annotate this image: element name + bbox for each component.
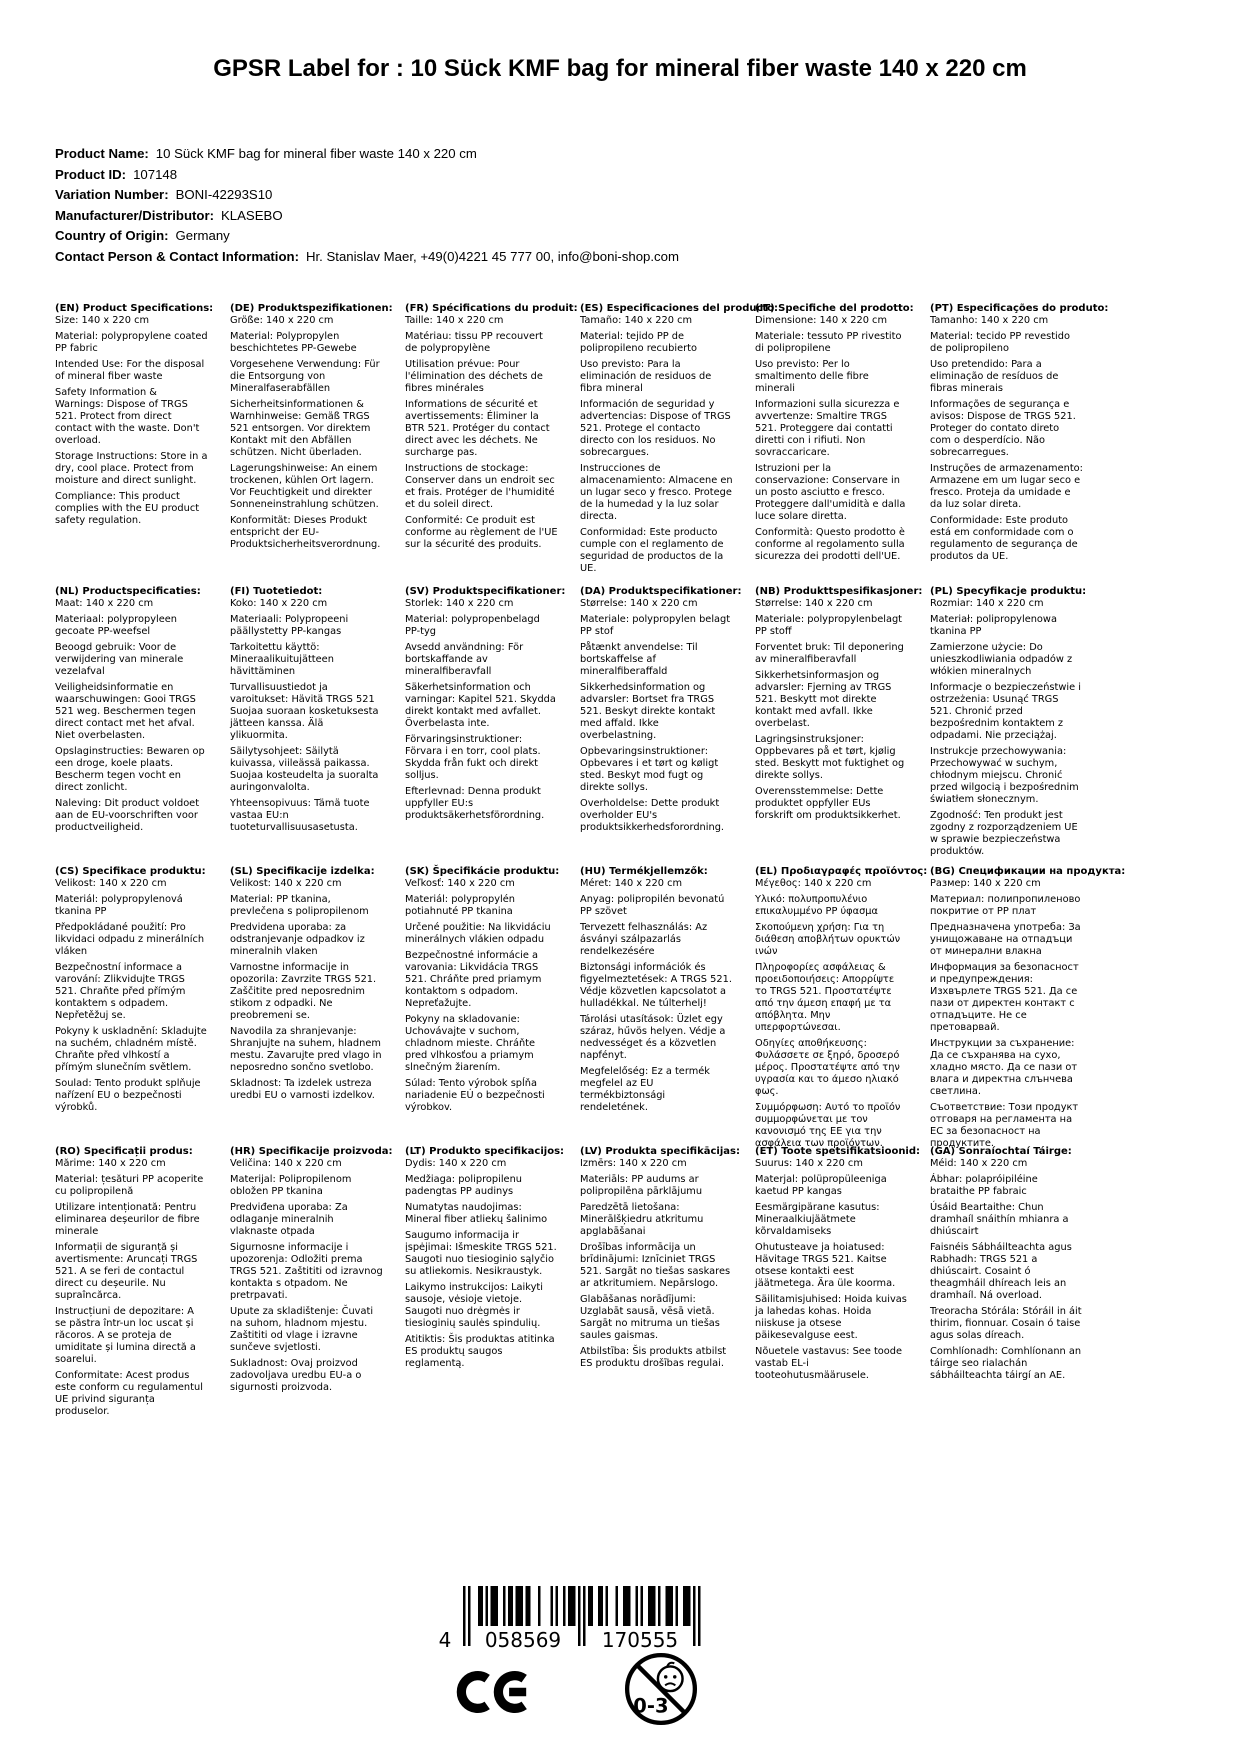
spec-paragraph: Tervezett felhasználás: Az ásványi szálpazarlás rendelkezésére bbox=[580, 922, 708, 957]
spec-paragraph: Tamaño: 140 x 220 cm bbox=[580, 315, 692, 326]
spec-paragraph: Veličina: 140 x 220 cm bbox=[230, 1158, 342, 1169]
spec-block-cs bbox=[55, 866, 230, 1146]
spec-paragraph: Conformitate: Acest produs este conform cu regulamentul UE privind siguranța produselor. bbox=[55, 1370, 203, 1417]
product-id-value: 107148 bbox=[133, 166, 178, 182]
spec-block-da bbox=[580, 586, 755, 866]
spec-paragraph: Úsáid Beartaithe: Chun dramhaíl snáithín mhianra a dhiúscairt bbox=[930, 1202, 1069, 1237]
spec-paragraph: Pokyny na skladovanie: Uchovávajte v suchom, chladnom mieste. Chráňte pred vlhkosťou a priamym slnečným žiarením. bbox=[405, 1014, 536, 1073]
spec-paragraph: Μέγεθος: 140 x 220 cm bbox=[755, 878, 872, 889]
spec-paragraph: Avsedd användning: För bortskaffande av mineralfiberavfall bbox=[405, 642, 524, 677]
spec-paragraph: Méret: 140 x 220 cm bbox=[580, 878, 683, 889]
spec-paragraph: Forventet bruk: Til deponering av mineralfiberavfall bbox=[755, 642, 904, 665]
spec-paragraph: Material: tecido PP revestido de polipropileno bbox=[930, 331, 1070, 354]
spec-paragraph: Skladnost: Ta izdelek ustreza uredbi EU o varnosti izdelkov. bbox=[230, 1078, 375, 1101]
spec-paragraph: Zamierzone użycie: Do unieszkodliwiania odpadów z włókien mineralnych bbox=[930, 642, 1073, 677]
product-name-label: Product Name: bbox=[55, 146, 149, 161]
spec-heading: (RO) Specificații produs: bbox=[55, 1146, 193, 1157]
spec-paragraph: Rozmiar: 140 x 220 cm bbox=[930, 598, 1044, 609]
spec-paragraph: Vorgesehene Verwendung: Für die Entsorgung von Mineralfaserabfällen bbox=[230, 359, 380, 394]
spec-paragraph: Materiale: tessuto PP rivestito di polipropilene bbox=[755, 331, 902, 354]
spec-paragraph: Material: tejido PP de polipropileno recubierto bbox=[580, 331, 697, 354]
spec-paragraph: Předpokládané použití: Pro likvidaci odpadu z minerálních vláken bbox=[55, 922, 205, 957]
spec-heading: (FI) Tuotetiedot: bbox=[230, 586, 323, 597]
spec-paragraph: Størrelse: 140 x 220 cm bbox=[580, 598, 698, 609]
spec-heading: (SV) Produktspecifikationer: bbox=[405, 586, 566, 597]
spec-paragraph: Bezpečnostné informácie a varovania: Likvidácia TRGS 521. Chráňte pred priamym kontaktom s odpadom. Nepreťažujte. bbox=[405, 950, 542, 1009]
spec-paragraph: Maat: 140 x 220 cm bbox=[55, 598, 154, 609]
spec-block-pl bbox=[930, 586, 1105, 866]
spec-paragraph: Beoogd gebruik: Voor de verwijdering van minerale vezelafval bbox=[55, 642, 184, 677]
contact-value: Hr. Stanislav Maer, +49(0)4221 45 777 00, info@boni-shop.com bbox=[305, 248, 679, 264]
spec-block-lv bbox=[580, 1146, 755, 1418]
spec-paragraph: Opbevaringsinstruktioner: Opbevares i et tørt og køligt sted. Beskyt mod fugt og direkte sollys. bbox=[580, 746, 719, 793]
spec-block-de bbox=[230, 303, 405, 586]
spec-heading: (IT) Specifiche del prodotto: bbox=[755, 303, 914, 314]
spec-paragraph: Sicherheitsinformationen & Warnhinweise: Gemäß TRGS 521 entsorgen. Vor direktem Kontakt mit den Abfällen schützen. Nicht überladen. bbox=[230, 399, 371, 458]
spec-paragraph: Συμμόρφωση: Αυτό το προϊόν συμμορφώνεται με τον κανονισμό της ΕΕ για την ασφάλεια των προϊόντων. bbox=[755, 1102, 901, 1149]
spec-block-hu bbox=[580, 866, 755, 1146]
spec-paragraph: Materiale: polypropylen belagt PP stof bbox=[580, 614, 731, 637]
spec-paragraph: Navodila za shranjevanje: Shranjujte na suhem, hladnem mestu. Zavarujte pred vlago in neposredno sončno svetlobo. bbox=[230, 1026, 382, 1073]
spec-paragraph: Sikkerhedsinformation og advarsler: Bortset fra TRGS 521. Beskyt direkte kontakt med affald. Ikke overbelastning. bbox=[580, 682, 716, 741]
product-info-row bbox=[55, 185, 1155, 206]
spec-paragraph: Paredzētā lietošana: Minerālšķiedru atkritumu apglabāšanai bbox=[580, 1202, 704, 1237]
spec-paragraph: Größe: 140 x 220 cm bbox=[230, 315, 334, 326]
spec-paragraph: Materiál: polypropylén potiahnuté PP tkanina bbox=[405, 894, 515, 917]
spec-heading: (EL) Προδιαγραφές προϊόντος: bbox=[755, 866, 928, 877]
spec-paragraph: Materiaali: Polypropeeni päällystetty PP-kangas bbox=[230, 614, 349, 637]
spec-paragraph: Atbilstība: Šis produkts atbilst ES produktu drošības regulai. bbox=[580, 1346, 727, 1369]
barcode-digits-right: 170555 bbox=[601, 1628, 679, 1652]
variation-number-label: Variation Number: bbox=[55, 187, 169, 203]
spec-heading: (DE) Produktspezifikationen: bbox=[230, 303, 393, 314]
spec-paragraph: Información de seguridad y advertencias: Dispose of TRGS 521. Protege el contacto directo con los residuos. No sobrecargues. bbox=[580, 399, 731, 458]
spec-block-hr bbox=[230, 1146, 405, 1418]
spec-heading: (CS) Specifikace produktu: bbox=[55, 866, 206, 877]
spec-paragraph: Storage Instructions: Store in a dry, cool place. Protect from moisture and direct sunlight. bbox=[55, 451, 208, 486]
spec-block-nb bbox=[755, 586, 930, 866]
spec-paragraph: Mărime: 140 x 220 cm bbox=[55, 1158, 166, 1169]
spec-heading: (LV) Produkta specifikācijas: bbox=[580, 1146, 740, 1157]
spec-heading: (HU) Termékjellemzők: bbox=[580, 866, 708, 877]
spec-paragraph: Soulad: Tento produkt splňuje nařízení EU o bezpečnosti výrobků. bbox=[55, 1078, 201, 1113]
spec-paragraph: Uso previsto: Per lo smaltimento delle fibre minerali bbox=[755, 359, 869, 394]
spec-paragraph: Sigurnosne informacije i upozorenja: Odložiti prema TRGS 521. Zaštititi od izravnog kontakta s otpadom. Ne pretrpavati. bbox=[230, 1242, 383, 1301]
spec-block-sv bbox=[405, 586, 580, 866]
spec-paragraph: Instrucțiuni de depozitare: A se păstra într-un loc uscat și răcoros. A se proteja de umiditate și lumina directă a soarelui. bbox=[55, 1306, 196, 1365]
spec-paragraph: Biztonsági információk és figyelmeztetések: A TRGS 521. Védje közvetlen kapcsolatot a hulladékkal. Ne túlterhelj! bbox=[580, 962, 732, 1009]
spec-paragraph: Tamanho: 140 x 220 cm bbox=[930, 315, 1049, 326]
spec-paragraph: Instrucciones de almacenamiento: Almacene en un lugar seco y fresco. Protege de la humedad y la luz solar directa. bbox=[580, 463, 733, 522]
spec-block-el bbox=[755, 866, 930, 1149]
spec-heading: (GA) Sonraíochtaí Táirge: bbox=[930, 1146, 1072, 1157]
spec-paragraph: Uso previsto: Para la eliminación de residuos de fibra mineral bbox=[580, 359, 712, 394]
spec-block-bg bbox=[930, 866, 1126, 1149]
contact-label: Contact Person & Contact Information: bbox=[55, 248, 299, 264]
country-of-origin-value: Germany bbox=[175, 228, 230, 244]
spec-heading: (ET) Toote spetsifikatsioonid: bbox=[755, 1146, 921, 1157]
spec-paragraph: Pokyny k uskladnění: Skladujte na suchém, chladném místě. Chraňte před vlhkostí a přímým slunečním světlem. bbox=[55, 1026, 207, 1073]
spec-paragraph: Sikkerhetsinformasjon og advarsler: Fjerning av TRGS 521. Beskytt mot direkte kontakt med avfall. Ikke overbelast. bbox=[755, 670, 892, 729]
spec-paragraph: Material: Polypropylen beschichtetes PP-Gewebe bbox=[230, 331, 357, 354]
spec-paragraph: Comhlíonadh: Comhlíonann an táirge seo rialachán sábháilteachta táirgí an AE. bbox=[930, 1346, 1082, 1381]
spec-heading: (DA) Produktspecifikationer: bbox=[580, 586, 742, 597]
spec-paragraph: Utilisation prévue: Pour l'élimination des déchets de fibres minérales bbox=[405, 359, 543, 394]
spec-paragraph: Informații de siguranță și avertismente: Aruncați TRGS 521. A se feri de contactul direct cu deșeurile. Nu supraîncărca. bbox=[55, 1242, 198, 1301]
spec-paragraph: Instructions de stockage: Conserver dans un endroit sec et frais. Protéger de l'humidité et du soleil direct. bbox=[405, 463, 555, 510]
spec-paragraph: Megfelelőség: Ez a termék megfelel az EU termékbiztonsági rendeletének. bbox=[580, 1066, 710, 1113]
spec-paragraph: Material: țesături PP acoperite cu polipropilenă bbox=[55, 1174, 204, 1197]
spec-paragraph: Upute za skladištenje: Čuvati na suhom, hladnom mjestu. Zaštititi od vlage i izravne sunčeve svjetlosti. bbox=[230, 1306, 374, 1353]
spec-paragraph: Turvallisuustiedot ja varoitukset: Hävitä TRGS 521 Suojaa suoraan kosketuksesta jätteen kanssa. Älä ylikuormita. bbox=[230, 682, 379, 741]
spec-paragraph: Predvidena uporaba: za odstranjevanje odpadkov iz mineralnih vlaken bbox=[230, 922, 365, 957]
spec-heading: (SK) Špecifikácie produktu: bbox=[405, 866, 560, 877]
spec-paragraph: Säilitamisjuhised: Hoida kuivas ja lahedas kohas. Hoida niiskuse ja otsese päikesevalguse eest. bbox=[755, 1294, 907, 1341]
spec-paragraph: Материал: полипропиленово покритие от PP плат bbox=[930, 894, 1081, 917]
spec-paragraph: Dydis: 140 x 220 cm bbox=[405, 1158, 507, 1169]
spec-paragraph: Instrukcje przechowywania: Przechowywać w suchym, chłodnym miejscu. Chronić przed wilgocią i bezpośrednim światłem słonecznym. bbox=[930, 746, 1079, 805]
spec-heading: (PL) Specyfikacje produktu: bbox=[930, 586, 1087, 597]
manufacturer-label: Manufacturer/Distributor: bbox=[55, 207, 214, 223]
spec-paragraph: Naleving: Dit product voldoet aan de EU-voorschriften voor productveiligheid. bbox=[55, 798, 200, 833]
spec-block-ga bbox=[930, 1146, 1105, 1418]
age-warning-label: 0-3 bbox=[633, 1694, 669, 1718]
product-info-row bbox=[55, 206, 1155, 227]
variation-number-value: BONI-42293S10 bbox=[175, 187, 273, 203]
product-id-label: Product ID: bbox=[55, 166, 127, 182]
product-info-row bbox=[55, 165, 1155, 186]
spec-paragraph: Konformität: Dieses Produkt entspricht der EU-Produktsicherheitsverordnung. bbox=[230, 515, 381, 550]
product-info-row bbox=[55, 247, 1155, 268]
spec-paragraph: Информация за безопасност и предупреждения: Изхвърлете TRGS 521. Да се пази от директен контакт с отпадъците. Не се претоварвай. bbox=[930, 962, 1079, 1033]
spec-heading: (EN) Product Specifications: bbox=[55, 303, 214, 314]
spec-block-pt bbox=[930, 303, 1109, 586]
spec-paragraph: Conformidad: Este producto cumple con el reglamento de seguridad de productos de la UE. bbox=[580, 527, 724, 574]
spec-paragraph: Eesmärgipärane kasutus: Mineraalkiujäätmete kõrvaldamiseks bbox=[755, 1202, 880, 1237]
spec-paragraph: Materijal: Polipropilenom obložen PP tkanina bbox=[230, 1174, 352, 1197]
barcode-digits-left: 058569 bbox=[484, 1628, 562, 1652]
spec-block-fi bbox=[230, 586, 405, 866]
spec-grid bbox=[55, 303, 1126, 1418]
spec-paragraph: Material: polypropenbelagd PP-tyg bbox=[405, 614, 540, 637]
spec-heading: (FR) Spécifications du produit: bbox=[405, 303, 578, 314]
spec-paragraph: Yhteensopivuus: Tämä tuote vastaa EU:n tuoteturvallisuusasetusta. bbox=[230, 798, 370, 833]
spec-block-sl bbox=[230, 866, 405, 1146]
spec-block-it bbox=[755, 303, 930, 586]
spec-paragraph: Izmērs: 140 x 220 cm bbox=[580, 1158, 687, 1169]
spec-paragraph: Koko: 140 x 220 cm bbox=[230, 598, 328, 609]
spec-paragraph: Съответствие: Този продукт отговаря на регламента на ЕС за безопасност на продуктите. bbox=[930, 1102, 1079, 1149]
spec-paragraph: Предназначена употреба: За унищожаване на отпадъци от минерални влакна bbox=[930, 922, 1081, 957]
spec-block-ro bbox=[55, 1146, 230, 1418]
spec-paragraph: Påtænkt anvendelse: Til bortskaffelse af mineralfiberaffald bbox=[580, 642, 698, 677]
spec-paragraph: Numatytas naudojimas: Mineral fiber atliekų šalinimo bbox=[405, 1202, 548, 1225]
spec-paragraph: Velikost: 140 x 220 cm bbox=[230, 878, 342, 889]
spec-heading: (NB) Produkttspesifikasjoner: bbox=[755, 586, 923, 597]
spec-paragraph: Určené použitie: Na likvidáciu minerálnych vlákien odpadu bbox=[405, 922, 551, 945]
product-info-row bbox=[55, 144, 1155, 165]
spec-heading: (LT) Produkto specifikacijos: bbox=[405, 1146, 565, 1157]
spec-paragraph: Materiaal: polypropyleen gecoate PP-weefsel bbox=[55, 614, 177, 637]
spec-heading: (PT) Especificações do produto: bbox=[930, 303, 1109, 314]
spec-block-sk bbox=[405, 866, 580, 1146]
spec-paragraph: Informations de sécurité et avertissements: Éliminer la BTR 521. Protéger du contact direct avec les déchets. Ne surcharge pas. bbox=[405, 399, 550, 458]
spec-paragraph: Nõuetele vastavus: See toode vastab EL-i tooteohutusmäärusele. bbox=[755, 1346, 903, 1381]
spec-paragraph: Material: PP tkanina, prevlečena s polipropilenom bbox=[230, 894, 369, 917]
spec-paragraph: Treoracha Stórála: Stóráil in áit thirim, fionnuar. Cosain ó taise agus solas díreach. bbox=[930, 1306, 1082, 1341]
manufacturer-value: KLASEBO bbox=[221, 207, 283, 223]
product-info-section bbox=[55, 144, 1155, 268]
spec-paragraph: Dimensione: 140 x 220 cm bbox=[755, 315, 887, 326]
spec-paragraph: Informações de segurança e avisos: Dispose de TRGS 521. Proteger do contato direto com o desperdício. Não sobrecarregues. bbox=[930, 399, 1076, 458]
spec-heading: (SL) Specifikacije izdelka: bbox=[230, 866, 375, 877]
spec-paragraph: Materjal: polüpropüleeniga kaetud PP kangas bbox=[755, 1174, 887, 1197]
spec-paragraph: Tárolási utasítások: Üzlet egy száraz, hűvös helyen. Védje a nedvességet és a közvetlen napfényt. bbox=[580, 1014, 726, 1061]
spec-paragraph: Glabāšanas norādījumi: Uzglabāt sausā, vēsā vietā. Sargāt no mitruma un tiešas saules gaismas. bbox=[580, 1294, 720, 1341]
spec-paragraph: Laikymo instrukcijos: Laikyti sausoje, vėsioje vietoje. Saugoti nuo drėgmės ir tiesioginių saulės spindulių. bbox=[405, 1282, 543, 1329]
spec-paragraph: Conformità: Questo prodotto è conforme al regolamento sulla sicurezza dei prodotti dell'UE. bbox=[755, 527, 905, 562]
spec-paragraph: Informazioni sulla sicurezza e avvertenze: Smaltire TRGS 521. Proteggere dai contatti diretti con i rifiuti. Non sovraccaricare. bbox=[755, 399, 900, 458]
spec-paragraph: Taille: 140 x 220 cm bbox=[405, 315, 504, 326]
spec-paragraph: Instruções de armazenamento: Armazene em um lugar seco e fresco. Proteja da umidade e da luz solar direta. bbox=[930, 463, 1083, 510]
spec-paragraph: Storlek: 140 x 220 cm bbox=[405, 598, 514, 609]
spec-paragraph: Saugumo informacija ir įspėjimai: Išmeskite TRGS 521. Saugoti nuo tiesioginio sąlyčio su atliekomis. Nesikraustyk. bbox=[405, 1230, 557, 1277]
spec-paragraph: Overholdelse: Dette produkt overholder EU's produktsikkerhedsforordning. bbox=[580, 798, 725, 833]
spec-paragraph: Размер: 140 x 220 cm bbox=[930, 878, 1041, 889]
spec-paragraph: Veiligheidsinformatie en waarschuwingen: Gooi TRGS 521 weg. Beschermen tegen direct contact met het afval. Niet overbelasten. bbox=[55, 682, 196, 741]
spec-paragraph: Opslaginstructies: Bewaren op een droge, koele plaats. Bescherm tegen vocht en direct zonlicht. bbox=[55, 746, 205, 793]
spec-paragraph: Safety Information & Warnings: Dispose of TRGS 521. Protect from direct contact with the waste. Don't overload. bbox=[55, 387, 200, 446]
spec-paragraph: Velikost: 140 x 220 cm bbox=[55, 878, 167, 889]
age-warning-icon bbox=[622, 1650, 700, 1732]
spec-paragraph: Sukladnost: Ovaj proizvod zadovoljava uredbu EU-a o sigurnosti proizvoda. bbox=[230, 1358, 362, 1393]
spec-block-es bbox=[580, 303, 779, 586]
spec-paragraph: Efterlevnad: Denna produkt uppfyller EU:s produktsäkerhetsförordning. bbox=[405, 786, 545, 821]
spec-paragraph: Säilytysohjeet: Säilytä kuivassa, viileässä paikassa. Suojaa kosteudelta ja suoralta auringonvalolta. bbox=[230, 746, 379, 793]
spec-paragraph: Size: 140 x 220 cm bbox=[55, 315, 149, 326]
spec-heading: (HR) Specifikacije proizvoda: bbox=[230, 1146, 393, 1157]
spec-paragraph: Méid: 140 x 220 cm bbox=[930, 1158, 1028, 1169]
spec-paragraph: Materiāls: PP audums ar polipropilēna pārklājumu bbox=[580, 1174, 703, 1197]
spec-paragraph: Uso pretendido: Para a eliminação de resíduos de fibras minerais bbox=[930, 359, 1059, 394]
spec-paragraph: Lagerungshinweise: An einem trockenen, kühlen Ort lagern. Vor Feuchtigkeit und direkter Sonneneinstrahlung schützen. bbox=[230, 463, 379, 510]
spec-paragraph: Medžiaga: polipropilenu padengtas PP audinys bbox=[405, 1174, 522, 1197]
country-of-origin-label: Country of Origin: bbox=[55, 228, 169, 244]
spec-paragraph: Istruzioni per la conservazione: Conservare in un posto asciutto e fresco. Proteggere dall'umidità e dalla luce solare diretta. bbox=[755, 463, 906, 522]
spec-paragraph: Suurus: 140 x 220 cm bbox=[755, 1158, 863, 1169]
page-title: GPSR Label for : 10 Sück KMF bag for mineral fiber waste 140 x 220 cm bbox=[213, 55, 1027, 82]
spec-paragraph: Materiál: polypropylenová tkanina PP bbox=[55, 894, 183, 917]
spec-paragraph: Säkerhetsinformation och varningar: Kapitel 521. Skydda direkt kontakt med avfallet. Överbelasta inte. bbox=[405, 682, 556, 729]
spec-paragraph: Faisnéis Sábháilteachta agus Rabhadh: TRGS 521 a dhiúscairt. Cosaint ó theagmháil dhíreach leis an dramhaíl. Ná overload. bbox=[930, 1242, 1072, 1301]
spec-paragraph: Οδηγίες αποθήκευσης: Φυλάσσετε σε ξηρό, δροσερό μέρος. Προστατέψτε από την υγρασία και το άμεσο ηλιακό φως. bbox=[755, 1038, 900, 1097]
spec-paragraph: Material: polypropylene coated PP fabric bbox=[55, 331, 208, 354]
spec-paragraph: Drošības informācija un brīdinājumi: Iznīciniet TRGS 521. Sargāt no tiešas saskares ar atkritumiem. Nepārslogo. bbox=[580, 1242, 731, 1289]
spec-paragraph: Utilizare intenționată: Pentru eliminarea deșeurilor de fibre minerale bbox=[55, 1202, 200, 1237]
spec-paragraph: Инструкции за съхранение: Да се съхранява на сухо, хладно място. Да се пази от влага и директна слънчева светлина. bbox=[930, 1038, 1078, 1097]
spec-paragraph: Materiał: polipropylenowa tkanina PP bbox=[930, 614, 1057, 637]
spec-block-en bbox=[55, 303, 230, 586]
spec-block-lt bbox=[405, 1146, 580, 1418]
ce-mark-icon bbox=[455, 1662, 539, 1726]
spec-paragraph: Ohutusteave ja hoiatused: Hävitage TRGS 521. Kaitse otsese kontakti eest jäätmetega. Ära üle koorma. bbox=[755, 1242, 896, 1289]
spec-paragraph: Conformité: Ce produit est conforme au règlement de l'UE sur la sécurité des produits. bbox=[405, 515, 558, 550]
spec-paragraph: Varnostne informacije in opozorila: Zavrzite TRGS 521. Zaščitite pred neposrednim stikom z odpadki. Ne preobremeni se. bbox=[230, 962, 377, 1021]
spec-paragraph: Förvaringsinstruktioner: Förvara i en torr, cool plats. Skydda från fukt och direkt solljus. bbox=[405, 734, 541, 781]
spec-paragraph: Ábhar: polapróipiléine brataithe PP fabraic bbox=[930, 1174, 1038, 1197]
spec-paragraph: Veľkosť: 140 x 220 cm bbox=[405, 878, 515, 889]
spec-paragraph: Bezpečnostní informace a varování: Zlikvidujte TRGS 521. Chraňte před přímým kontaktem s odpadem. Nepřetěžuj se. bbox=[55, 962, 186, 1021]
spec-heading: (BG) Спецификации на продукта: bbox=[930, 866, 1126, 877]
spec-heading: (NL) Productspecificaties: bbox=[55, 586, 201, 597]
spec-paragraph: Intended Use: For the disposal of mineral fiber waste bbox=[55, 359, 205, 382]
spec-paragraph: Overensstemmelse: Dette produktet oppfyller EUs forskrift om produktsikkerhet. bbox=[755, 786, 901, 821]
spec-paragraph: Tarkoitettu käyttö: Mineraalikuitujätteen hävittäminen bbox=[230, 642, 334, 677]
barcode-digit-first: 4 bbox=[438, 1628, 452, 1652]
spec-paragraph: Conformidade: Este produto está em conformidade com o regulamento de segurança de produtos da UE. bbox=[930, 515, 1078, 562]
spec-paragraph: Informacje o bezpieczeństwie i ostrzeżenia: Usunąć TRGS 521. Chronić przed bezpośrednim kontaktem z odpadami. Nie przeciążaj. bbox=[930, 682, 1081, 741]
spec-paragraph: Σκοπούμενη χρήση: Για τη διάθεση αποβλήτων ορυκτών ινών bbox=[755, 922, 901, 957]
spec-paragraph: Lagringsinstruksjoner: Oppbevares på et tørt, kjølig sted. Beskytt mot fuktighet og direkte sollys. bbox=[755, 734, 905, 781]
spec-paragraph: Materiale: polypropylenbelagt PP stoff bbox=[755, 614, 903, 637]
spec-block-et bbox=[755, 1146, 930, 1418]
spec-paragraph: Súlad: Tento výrobok spĺňa nariadenie EÚ o bezpečnosti výrobkov. bbox=[405, 1078, 545, 1113]
product-name-value: 10 Sück KMF bag for mineral fiber waste 140 x 220 cm bbox=[155, 146, 477, 161]
spec-paragraph: Compliance: This product complies with the EU product safety regulation. bbox=[55, 491, 200, 526]
spec-paragraph: Anyag: polipropilén bevonatú PP szövet bbox=[580, 894, 725, 917]
spec-paragraph: Πληροφορίες ασφάλειας & προειδοποιήσεις: Απορρίψτε το TRGS 521. Προστατέψτε από την άμεση επαφή με τα απόβλητα. Μην υπερφορτώνεσαι. bbox=[755, 962, 895, 1033]
spec-block-fr bbox=[405, 303, 580, 586]
spec-paragraph: Υλικό: πολυπροπυλένιο επικαλυμμένο PP ύφασμα bbox=[755, 894, 878, 917]
spec-paragraph: Predviđena uporaba: Za odlaganje mineralnih vlaknaste otpada bbox=[230, 1202, 348, 1237]
spec-paragraph: Matériau: tissu PP recouvert de polypropylène bbox=[405, 331, 543, 354]
spec-paragraph: Zgodność: Ten produkt jest zgodny z rozporządzeniem UE w sprawie bezpieczeństwa produktów. bbox=[930, 810, 1078, 857]
spec-paragraph: Størrelse: 140 x 220 cm bbox=[755, 598, 873, 609]
spec-heading: (ES) Especificaciones del producto: bbox=[580, 303, 779, 314]
product-info-row bbox=[55, 226, 1155, 247]
spec-block-nl bbox=[55, 586, 230, 866]
spec-paragraph: Atitiktis: Šis produktas atitinka ES produktų saugos reglamentą. bbox=[405, 1334, 555, 1369]
